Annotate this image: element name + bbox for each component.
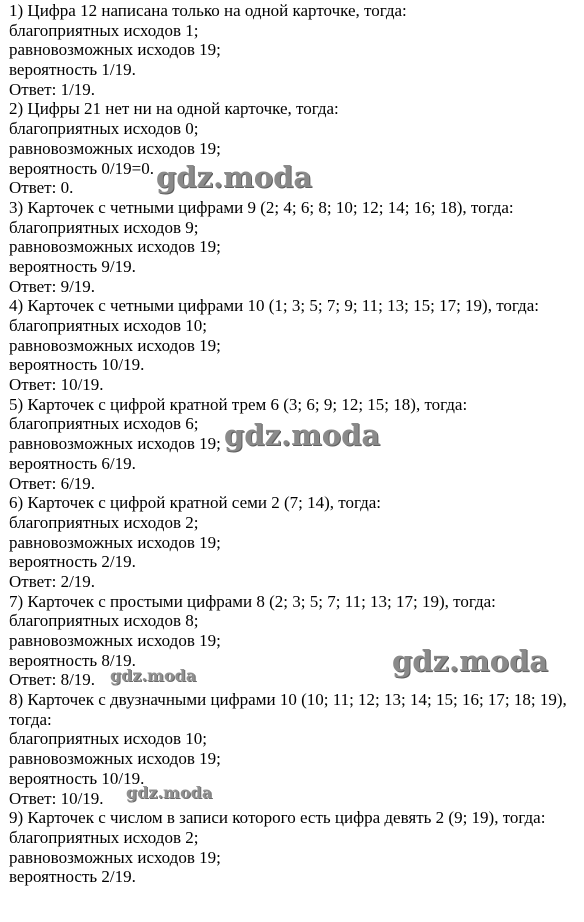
text-line: благоприятных исходов 9; [9,217,199,237]
text-line: вероятность 1/19. [9,60,136,80]
text-line: вероятность 10/19. [9,768,145,788]
text-line: вероятность 6/19. [9,453,136,473]
text-line: равновозможных исходов 19; [9,847,221,867]
text-line: вероятность 9/19. [9,256,136,276]
text-line: равновозможных исходов 19; [9,631,221,650]
watermark: gdz.moda [224,418,381,452]
text-line: равновозможных исходов 19; [9,434,221,454]
text-line: Ответ: 10/19. [9,788,104,808]
text-line: Ответ: 1/19. [9,79,96,99]
text-line: благоприятных исходов 8; [9,611,199,631]
text-line: 1) Цифра 12 написана только на одной карточке, тогда: [9,1,407,20]
watermark: gdz.moda [126,783,213,802]
text-line: вероятность 2/19. [9,867,136,887]
text-line: 3) Карточек с четными цифрами 9 (2; 4; 6; 8; 10; 12; 14; 16; 18), тогда: [9,197,514,217]
text-line: вероятность 10/19. [9,355,145,375]
text-line: равновозможных исходов 19; [9,335,221,355]
text-line: равновозможных исходов 19; [9,749,221,769]
text-line: 9) Карточек с числом в записи которого есть цифра девять 2 (9; 19), тогда: [9,808,546,828]
text-line: Ответ: 10/19. [9,375,104,395]
text-line: благоприятных исходов 10; [9,729,207,749]
text-line: Ответ: 8/19. [9,670,96,690]
text-line: 8) Карточек с двузначными цифрами 10 (10; 11; 12; 13; 14; 15; 16; 17; 18; 19), [9,690,567,710]
watermark: gdz.moda [156,160,313,194]
text-line: 2) Цифры 21 нет ни на одной карточке, тогда: [9,99,339,119]
text-line: тогда: [9,709,52,729]
text-line: Ответ: 2/19. [9,571,96,591]
text-line: Ответ: 9/19. [9,276,96,296]
text-line: благоприятных исходов 2; [9,512,199,532]
watermark: gdz.moda [392,644,549,678]
text-line: благоприятных исходов 0; [9,119,199,139]
text-line: благоприятных исходов 2; [9,827,199,847]
text-line: вероятность 2/19. [9,552,136,572]
text-line: равновозможных исходов 19; [9,138,221,158]
text-line: благоприятных исходов 10; [9,316,207,335]
text-line: 4) Карточек с четными цифрами 10 (1; 3; 5; 7; 9; 11; 13; 15; 17; 19), тогда: [9,296,539,316]
text-line: вероятность 0/19=0. [9,158,154,178]
text-line: равновозможных исходов 19; [9,40,221,60]
text-line: Ответ: 6/19. [9,473,96,493]
text-line: равновозможных исходов 19; [9,237,221,257]
watermark: gdz.moda [110,666,197,685]
text-line: 5) Карточек с цифрой кратной трем 6 (3; 6; 9; 12; 15; 18), тогда: [9,394,468,414]
text-line: Ответ: 0. [9,178,74,198]
text-line: благоприятных исходов 1; [9,20,199,40]
text-line: благоприятных исходов 6; [9,414,199,434]
text-line: 7) Карточек с простыми цифрами 8 (2; 3; 5; 7; 11; 13; 17; 19), тогда: [9,591,496,611]
text-line: 6) Карточек с цифрой кратной семи 2 (7; 14), тогда: [9,493,382,513]
text-line: равновозможных исходов 19; [9,532,221,552]
text-line: вероятность 8/19. [9,650,136,670]
